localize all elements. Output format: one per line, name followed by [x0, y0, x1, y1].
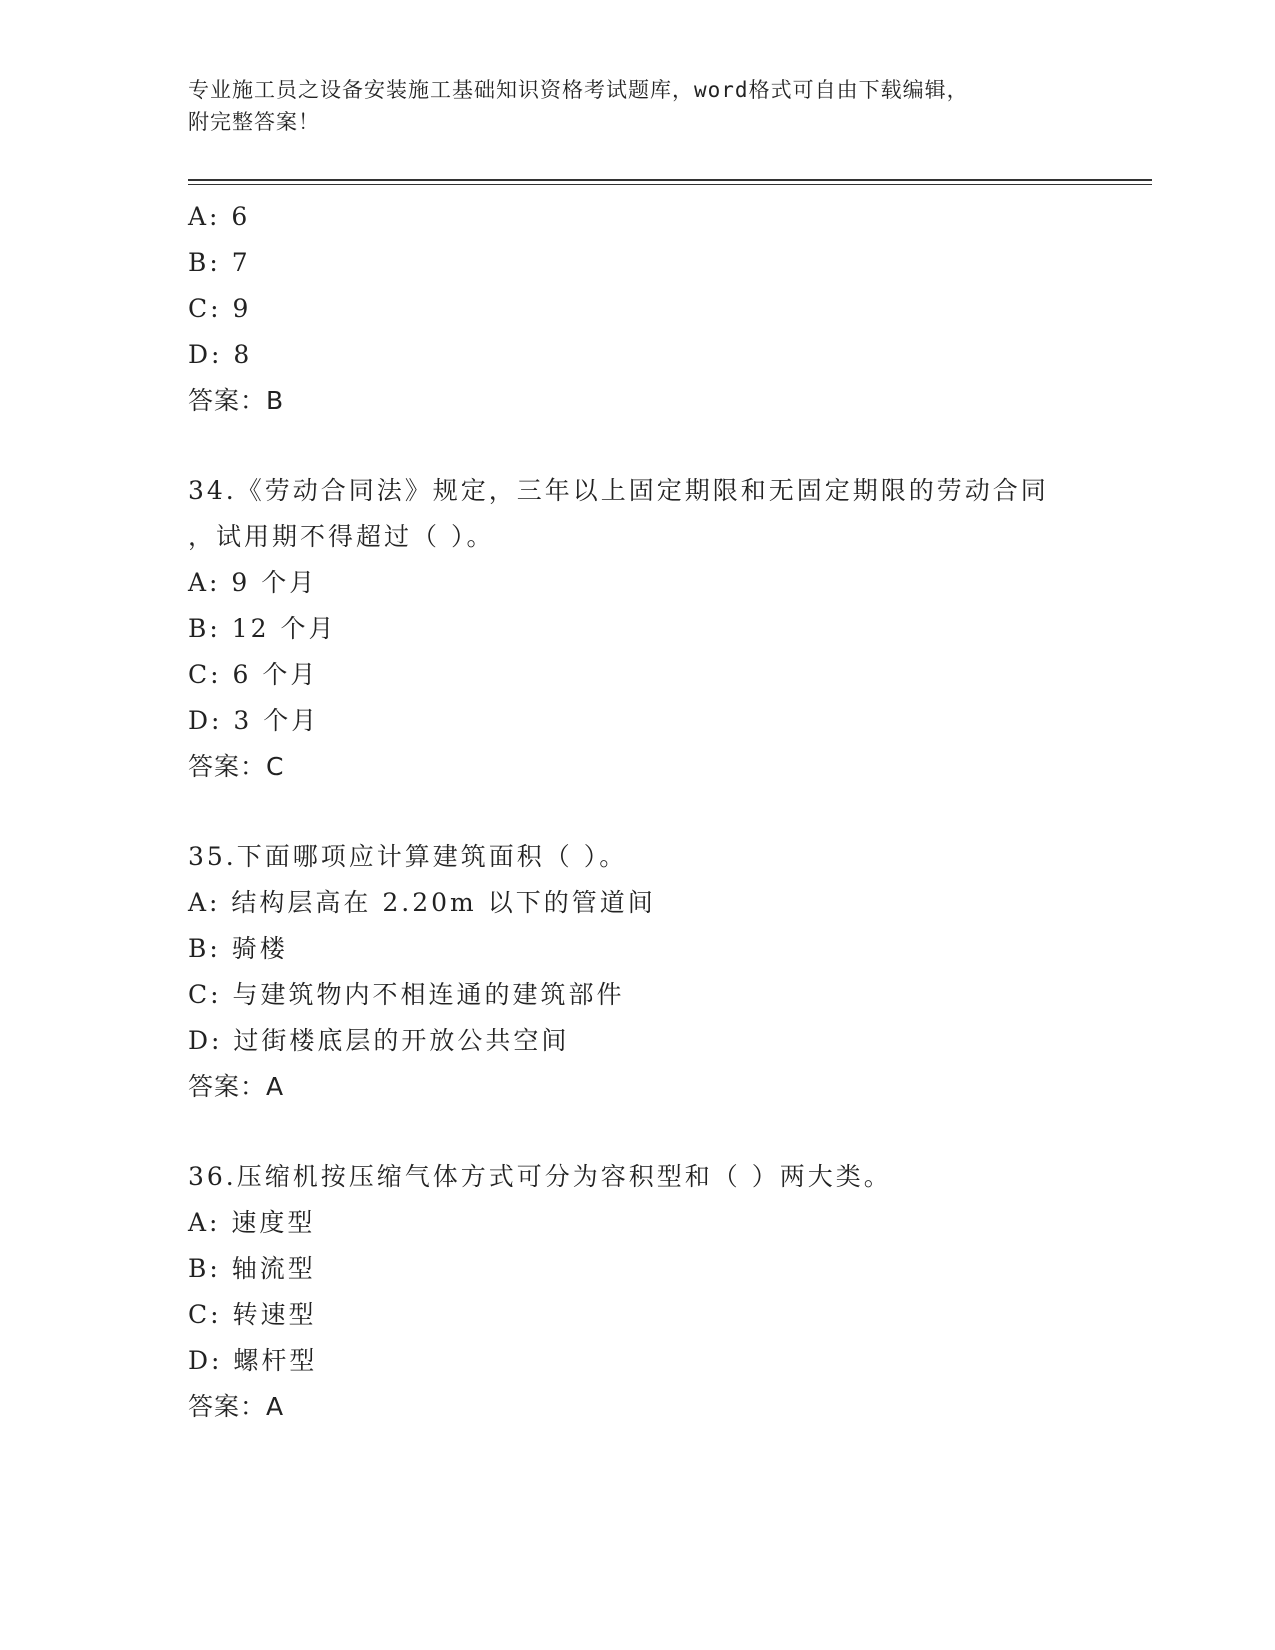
option-c: C: 9: [188, 294, 252, 323]
question-34: [188, 468, 1152, 790]
question-text-continued: ，试用期不得超过（ ）。: [188, 522, 495, 551]
option-a: A: 6: [188, 202, 251, 231]
question-list: [188, 194, 1152, 1430]
option-c: C: 与建筑物内不相连通的建筑部件: [188, 980, 625, 1009]
option-a: A: 结构层高在 2.20m 以下的管道间: [188, 888, 656, 917]
option-d: D: 8: [188, 340, 253, 369]
option-b: B: 12 个月: [188, 614, 337, 643]
option-d: D: 3 个月: [188, 706, 320, 735]
option-d: D: 过街楼底层的开放公共空间: [188, 1026, 570, 1055]
option-a: A: 速度型: [188, 1208, 316, 1237]
header-line-2: 附完整答案！: [188, 110, 320, 134]
document-header: [188, 74, 1068, 138]
option-b: B: 骑楼: [188, 934, 288, 963]
previous-question: [188, 194, 1152, 424]
header-divider-thick: [188, 179, 1152, 181]
answer: 答案：C: [188, 752, 285, 781]
question-text: 35.下面哪项应计算建筑面积（ ）。: [188, 842, 628, 871]
question-36: [188, 1154, 1152, 1430]
question-35: [188, 834, 1152, 1110]
option-a: A: 9 个月: [188, 568, 318, 597]
question-text: 34.《劳动合同法》规定，三年以上固定期限和无固定期限的劳动合同: [188, 476, 1049, 505]
option-d: D: 螺杆型: [188, 1346, 318, 1375]
answer: 答案：B: [188, 386, 285, 415]
option-c: C: 转速型: [188, 1300, 317, 1329]
option-b: B: 轴流型: [188, 1254, 316, 1283]
header-line-1: 专业施工员之设备安装施工基础知识资格考试题库，word格式可自由下载编辑，: [188, 78, 969, 102]
answer: 答案：A: [188, 1392, 285, 1421]
option-c: C: 6 个月: [188, 660, 319, 689]
option-b: B: 7: [188, 248, 251, 277]
header-divider-thin: [188, 184, 1152, 185]
answer: 答案：A: [188, 1072, 285, 1101]
question-text: 36.压缩机按压缩气体方式可分为容积型和（ ）两大类。: [188, 1162, 892, 1191]
